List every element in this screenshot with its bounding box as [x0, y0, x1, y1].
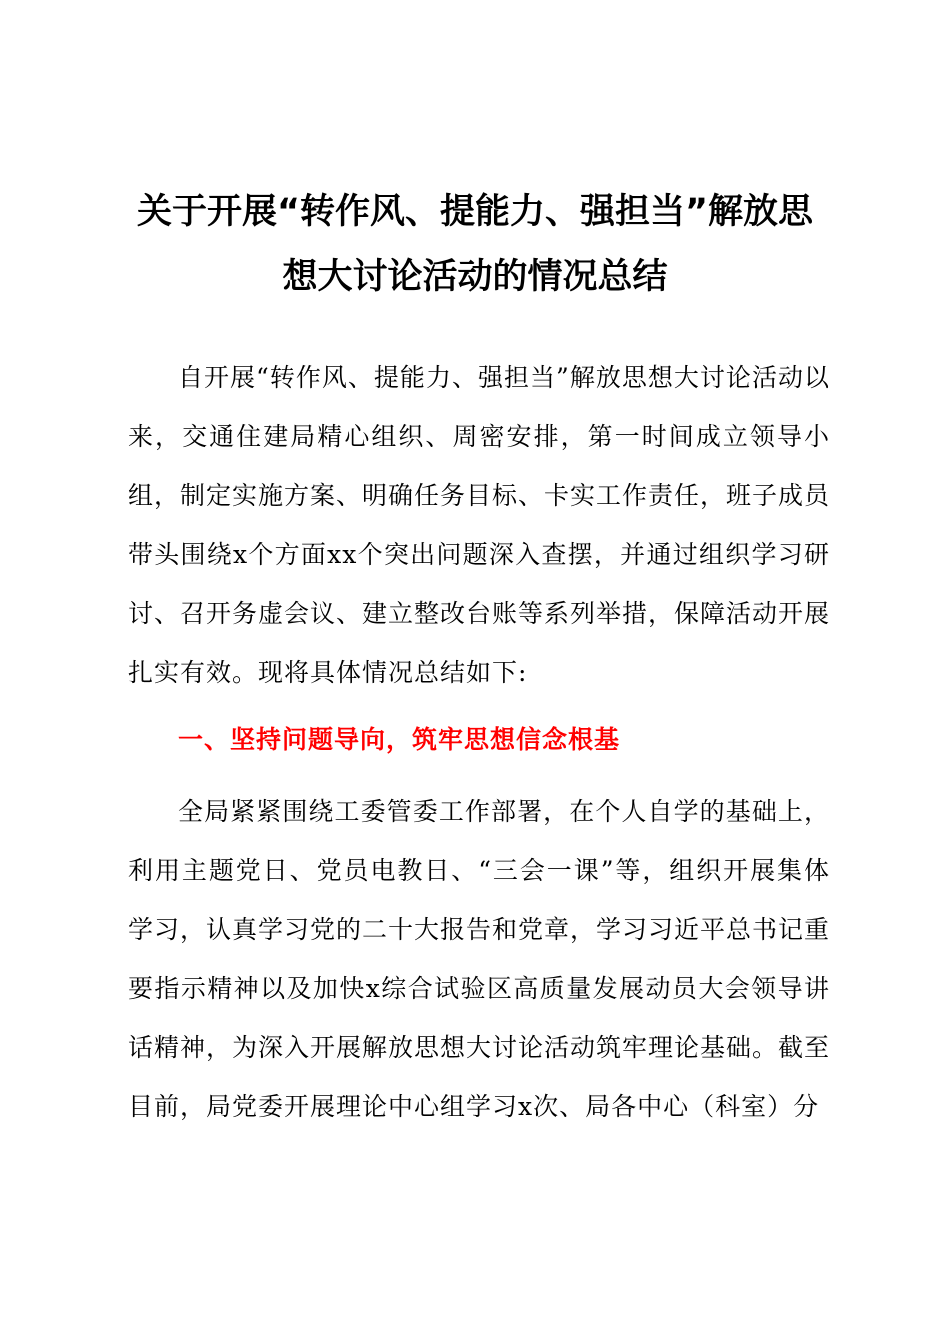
title-line-2: 想大讨论活动的情况总结 — [282, 257, 668, 297]
title-line-1: 关于开展“转作风、提能力、强担当”解放思 — [136, 192, 813, 232]
section-1-paragraph: 全局紧紧围绕工委管委工作部署，在个人自学的基础上，利用主题党日、党员电教日、“三会一课”等，组织开展集体学习，认真学习党的二十大报告和党章，学习习近平总书记重要指示精神以及加快x综合试验区高质量发展动员大会领导讲话精神，为深入开展解放思想大讨论活动筑牢理论基础。截至目前，局党委开展理论中心组学习x次、局各中心（科室）分 — [128, 797, 831, 1121]
document-title — [110, 180, 840, 310]
intro-paragraph: 自开展“转作风、提能力、强担当”解放思想大讨论活动以来，交通住建局精心组织、周密安排，第一时间成立领导小组，制定实施方案、明确任务目标、卡实工作责任，班子成员带头围绕x个方面xx个突出问题深入查摆，并通过组织学习研讨、召开务虚会议、建立整改台账等系列举措，保障活动开展扎实有效。现将具体情况总结如下: — [128, 363, 831, 687]
section-heading-1: 一、坚持问题导向，筑牢思想信念根基 — [178, 725, 621, 754]
